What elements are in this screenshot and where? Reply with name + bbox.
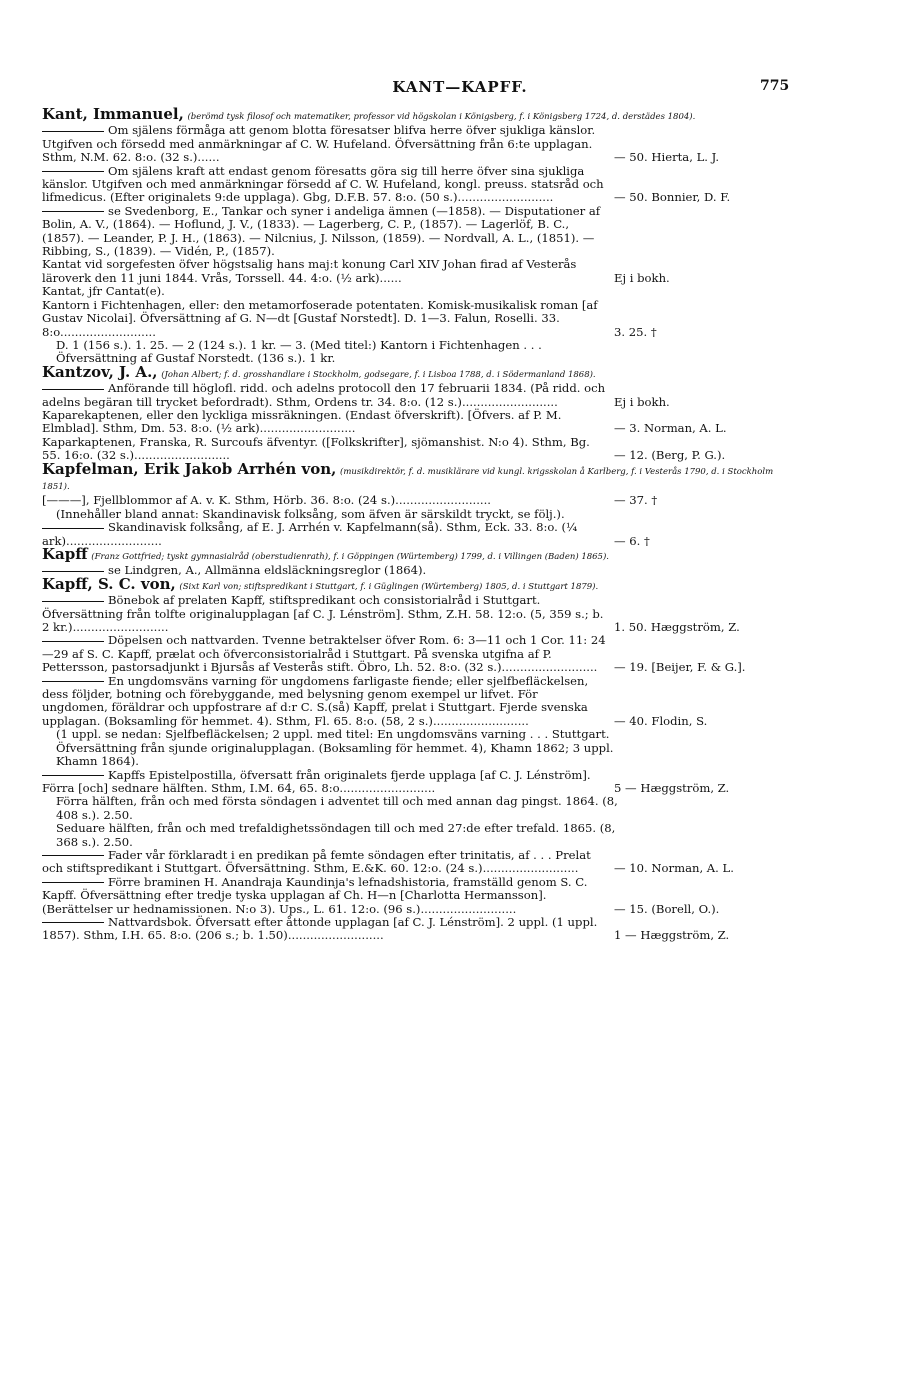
page-number: 775 — [760, 78, 790, 94]
entry-text: Kantat, jfr Cantat(e). — [42, 284, 165, 299]
author-name: Kapfelman, Erik Jakob Arrhén von, — [42, 459, 337, 478]
catalog-entry — [42, 508, 802, 521]
catalog-body — [42, 105, 802, 943]
entry-text: Om själens kraft att endast genom föresatts göra sig till herre öfver sina sjukliga känslor. Utgifven och med anmärkningar försedd af C. W. Hufeland, kongl. preuss. statsråd och lifmedicus. (Efter originalets 9:de upplaga). Gbg, D.F.B. 57. 8:o. (50 s.).......................... — [42, 163, 604, 205]
catalog-entry — [42, 258, 802, 285]
catalog-entry — [42, 594, 802, 634]
entry-text: Kaparkaptenen, Franska, R. Surcoufs äfventyr. ([Folkskrifter], sjömanshist. N:o 4). Sthm, Bg. 55. 16:o. (32 s.).......................... — [42, 434, 590, 463]
catalog-entry — [42, 409, 802, 436]
entry-price: 3. 25. † — [614, 324, 657, 339]
catalog-entry — [42, 769, 802, 796]
entry-text: Förre braminen H. Anandraja Kaundinja's lefnadshistoria, framställd genom S. C. Kapff. Öfversättning efter tredje tyska upplagan af Ch. H—n [Charlotta Hermansson]. (Berättelser ur hednamissionen. N:o 3). Ups., L. 61. 12:o. (96 s.).......................... — [42, 874, 588, 916]
entry-price: — 19. [Beijer, F. & G.]. — [614, 660, 746, 675]
entry-text: Anförande till höglofl. ridd. och adelns protocoll den 17 februarii 1834. (På ridd. och adelns begäran till trycket befordradt). Sthm, Ordens tr. 34. 8:o. (12 s.).......................... — [42, 381, 606, 409]
catalog-entry — [42, 382, 802, 409]
entry-price: — 6. † — [614, 533, 650, 548]
entry-text: Förra hälften, från och med första söndagen i adventet till och med annan dag pingst. 1864. (8, 408 s.). 2.50. — [56, 794, 618, 822]
catalog-entry — [42, 634, 802, 674]
entry-price: 1. 50. Hæggström, Z. — [614, 620, 740, 635]
catalog-entry — [42, 124, 802, 164]
catalog-entry — [42, 165, 802, 205]
entry-price: 5 — Hæggström, Z. — [614, 780, 730, 795]
author-note: (musikdirektör, f. d. musiklärare vid kungl. krigsskolan å Karlberg, f. i Vesterås 1790, d. i Stockholm 1851). — [42, 466, 774, 492]
entry-text: (1 uppl. se nedan: Sjelfbefläckelsen; 2 uppl. med titel: En ungdomsväns varning . . . Stuttgart. Öfversättning från sjunde originalupplagan. (Boksamling för hemmet. 4), Khamn 1862; 3 uppl. Khamn 1864). — [56, 727, 614, 769]
author-name: Kantzov, J. A., — [42, 362, 158, 381]
author-note: (Franz Gottfried; tyskt gymnasialråd (oberstudienrath), f. i Göppingen (Würtemberg) 1799, d. i Villingen (Baden) 1865). — [91, 552, 609, 562]
entry-price: — 50. Bonnier, D. F. — [614, 190, 731, 205]
author-note: (Johan Albert; f. d. grosshandlare i Stockholm, godsegare, f. i Lisboa 1788, d. i Södermanland 1868). — [161, 369, 596, 380]
author-name: Kapff, S. C. von, — [42, 574, 176, 593]
entry-text: se Svedenborg, E., Tankar och syner i andeliga ämnen (—1858). — Disputationer af Bolin, A. V., (1864). — Hoflund, J. V., (1833). — Lagerberg, C. P., (1857). — Lagerlöf, B. C., (1857). — Leander, P. J. H., (1863). — Nilcnius, J. Nilsson, (1859). — Nordvall, A. L., (1851). — Ribbing, S., (1839). — Vidén, P., (1857). — [42, 203, 601, 259]
entry-text: Bönebok af prelaten Kapff, stiftspredikant och consistorialråd i Stuttgart. Öfversättning från tolfte originalupplagan [af C. J. Lénström]. Sthm, Z.H. 58. 12:o. (5, 359 s.; b. 2 kr.).......................... — [42, 593, 604, 635]
entry-text: Kantorn i Fichtenhagen, eller: den metamorfoserade potentaten. Komisk-musikalisk roman [af Gustav Nicolai]. Öfversättning af G. N—dt [Gustaf Norstedt]. D. 1—3. Falun, Roselli. 33. 8:o.......................... — [42, 297, 598, 339]
entry-text: En ungdomsväns varning för ungdomens farligaste fiende; eller sjelfbefläckelsen, dess följder, botning och förebyggande, med belysning genom exempel ur lifvet. För ungdomen, föräldrar och uppfostrare af d:r C. S.(så) Kapff, prelat i Stuttgart. Fjerde svenska upplagan. (Boksamling för hemmet. 4). Sthm, Fl. 65. 8:o. (58, 2 s.).......................... — [42, 673, 589, 728]
entry-text: Seduare hälften, från och med trefaldighetssöndagen till och med 27:de efter trefald. 1865. (8, 368 s.). 2.50. — [56, 821, 616, 849]
entry-price: Ej i bokh. — [614, 270, 670, 285]
author-heading-kant — [42, 105, 802, 124]
catalog-entry — [42, 339, 802, 366]
author-name: Kapff — [42, 545, 88, 563]
entry-text: [———], Fjellblommor af A. v. K. Sthm, Hörb. 36. 8:o. (24 s.).......................... — [42, 493, 491, 508]
entry-price: — 12. (Berg, P. G.). — [614, 448, 726, 463]
catalog-entry — [42, 494, 802, 507]
entry-price: — 40. Flodin, S. — [614, 713, 708, 728]
catalog-entry — [42, 299, 802, 339]
author-note: (Sixt Karl von; stiftspredikant i Stuttgart, f. i Güglingen (Würtemberg) 1805, d. i Stuttgart 1879). — [179, 581, 599, 592]
entry-text: Skandinavisk folksång, af E. J. Arrhén v. Kapfelmann(så). Sthm, Eck. 33. 8:o. (¼ ark).......................... — [42, 520, 578, 548]
author-note: (berömd tysk filosof och matematiker, professor vid högskolan i Königsberg, f. i Königsberg 1724, d. derstädes 1804). — [187, 112, 696, 122]
author-heading-kapff-sc — [42, 574, 802, 594]
author-heading-kapfelman — [42, 459, 802, 495]
entry-text: (Innehåller bland annat: Skandinavisk folksång, som äfven är särskildt tryckt, se följ.). — [56, 506, 565, 521]
entry-text: Om själens förmåga att genom blotta föresatser blifva herre öfver sjukliga känslor. Utgifven och försedd med anmärkningar af C. W. Hufeland. Öfversättning från 6:te upplagan. Sthm, N.M. 62. 8:o. (32 s.)...... — [42, 123, 596, 165]
entry-price: Ej i bokh. — [614, 394, 670, 409]
catalog-entry — [42, 285, 802, 298]
catalog-entry — [42, 728, 802, 768]
catalog-entry — [42, 436, 802, 463]
catalog-entry — [42, 849, 802, 876]
entry-text: D. 1 (156 s.). 1. 25. — 2 (124 s.). 1 kr. — 3. (Med titel:) Kantorn i Fichtenhagen . . . Öfversättning af Gustaf Norstedt. (136 s.). 1 kr. — [56, 337, 542, 366]
entry-text: Kapffs Epistelpostilla, öfversatt från originalets fjerde upplaga [af C. J. Lénström]. Förra [och] sednare hälften. Sthm, I.M. 64, 65. 8:o.......................... — [42, 767, 591, 795]
catalog-entry — [42, 876, 802, 916]
catalog-entry — [42, 521, 802, 548]
catalog-entry — [42, 205, 802, 259]
entry-price: — 10. Norman, A. L. — [614, 861, 734, 876]
catalog-entry — [42, 822, 802, 849]
entry-price: — 15. (Borell, O.). — [614, 901, 720, 916]
author-name: Kant, Immanuel, — [42, 105, 184, 123]
catalog-entry — [42, 916, 802, 943]
entry-text: Nattvardsbok. Öfversatt efter åttonde upplagan [af C. J. Lénström]. 2 uppl. (1 uppl. 1857). Sthm, I.H. 65. 8:o. (206 s.; b. 1.50).......................... — [42, 914, 598, 943]
entry-price: — 50. Hierta, L. J. — [614, 150, 720, 165]
catalog-entry — [42, 795, 802, 822]
author-heading-kantzov — [42, 362, 802, 382]
entry-price: — 37. † — [614, 493, 658, 508]
page-title: KANT—KAPFF. — [392, 78, 528, 96]
entry-price: — 3. Norman, A. L. — [614, 421, 727, 436]
entry-price: 1 — Hæggström, Z. — [614, 928, 730, 943]
author-heading-kapff — [42, 545, 802, 564]
catalog-entry — [42, 675, 802, 729]
entry-text: Döpelsen och nattvarden. Tvenne betraktelser öfver Rom. 6: 3—11 och 1 Cor. 11: 24—29 af S. C. Kapff, prælat och öfverconsistorialråd i Stuttgart. På svenska utgifna af P. Pettersson, pastorsadjunkt i Bjursås af Vesterås stift. Öbro, Lh. 52. 8:o. (32 s.).......................... — [42, 633, 606, 675]
entry-text: Kantat vid sorgefesten öfver högstsalig hans maj:t konung Carl XIV Johan firad af Vesterås läroverk den 11 juni 1844. Vrås, Torssell. 44. 4:o. (½ ark)...... — [42, 257, 577, 285]
entry-text: Kaparekaptenen, eller den lyckliga missräkningen. (Endast öfverskrift). [Öfvers. af P. M. Elmblad]. Sthm, Dm. 53. 8:o. (½ ark).......................... — [42, 407, 562, 436]
entry-text: se Lindgren, A., Allmänna eldsläckningsreglor (1864). — [108, 563, 427, 578]
entry-text: Fader vår förklaradt i en predikan på femte söndagen efter trinitatis, af . . . Prelat och stiftspredikant i Stuttgart. Öfversättning. Sthm, E.&K. 60. 12:o. (24 s.).......................... — [42, 847, 591, 876]
